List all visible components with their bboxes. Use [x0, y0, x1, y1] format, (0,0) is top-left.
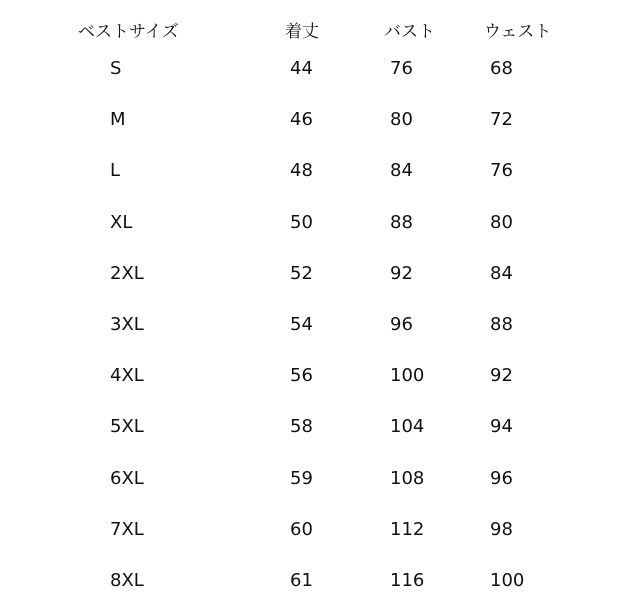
row-waist-cell: 84: [490, 263, 513, 284]
row-bust-cell: 100: [390, 365, 425, 386]
row-waist-cell: 76: [490, 160, 513, 181]
header-bust: バスト: [384, 22, 435, 42]
row-waist-cell: 94: [490, 416, 513, 437]
row-bust-cell: 104: [390, 416, 425, 437]
row-length-cell: 52: [290, 263, 313, 284]
row-waist-cell: 92: [490, 365, 513, 386]
row-bust-cell: 108: [390, 468, 425, 489]
row-size-cell: 3XL: [110, 314, 144, 335]
row-size-cell: XL: [110, 212, 133, 233]
row-bust-cell: 112: [390, 519, 425, 540]
row-bust-cell: 96: [390, 314, 413, 335]
row-length-cell: 48: [290, 160, 313, 181]
row-bust-cell: 88: [390, 212, 413, 233]
row-bust-cell: 76: [390, 58, 413, 79]
row-size-cell: S: [110, 58, 122, 79]
row-waist-cell: 88: [490, 314, 513, 335]
row-size-cell: M: [110, 109, 126, 130]
row-length-cell: 58: [290, 416, 313, 437]
row-size-cell: 8XL: [110, 570, 144, 591]
header-length: 着丈: [285, 22, 319, 42]
row-waist-cell: 72: [490, 109, 513, 130]
row-length-cell: 46: [290, 109, 313, 130]
row-length-cell: 60: [290, 519, 313, 540]
row-bust-cell: 80: [390, 109, 413, 130]
row-bust-cell: 84: [390, 160, 413, 181]
row-length-cell: 54: [290, 314, 313, 335]
row-length-cell: 59: [290, 468, 313, 489]
row-length-cell: 50: [290, 212, 313, 233]
row-waist-cell: 100: [490, 570, 525, 591]
row-length-cell: 61: [290, 570, 313, 591]
row-waist-cell: 80: [490, 212, 513, 233]
row-waist-cell: 96: [490, 468, 513, 489]
row-size-cell: 2XL: [110, 263, 144, 284]
row-size-cell: 4XL: [110, 365, 144, 386]
row-size-cell: 5XL: [110, 416, 144, 437]
header-waist: ウェスト: [484, 22, 552, 42]
row-waist-cell: 68: [490, 58, 513, 79]
row-bust-cell: 116: [390, 570, 425, 591]
row-waist-cell: 98: [490, 519, 513, 540]
row-bust-cell: 92: [390, 263, 413, 284]
row-length-cell: 44: [290, 58, 313, 79]
row-length-cell: 56: [290, 365, 313, 386]
header-vest-size: ベストサイズ: [78, 22, 179, 42]
row-size-cell: 7XL: [110, 519, 144, 540]
row-size-cell: 6XL: [110, 468, 144, 489]
row-size-cell: L: [110, 160, 121, 181]
